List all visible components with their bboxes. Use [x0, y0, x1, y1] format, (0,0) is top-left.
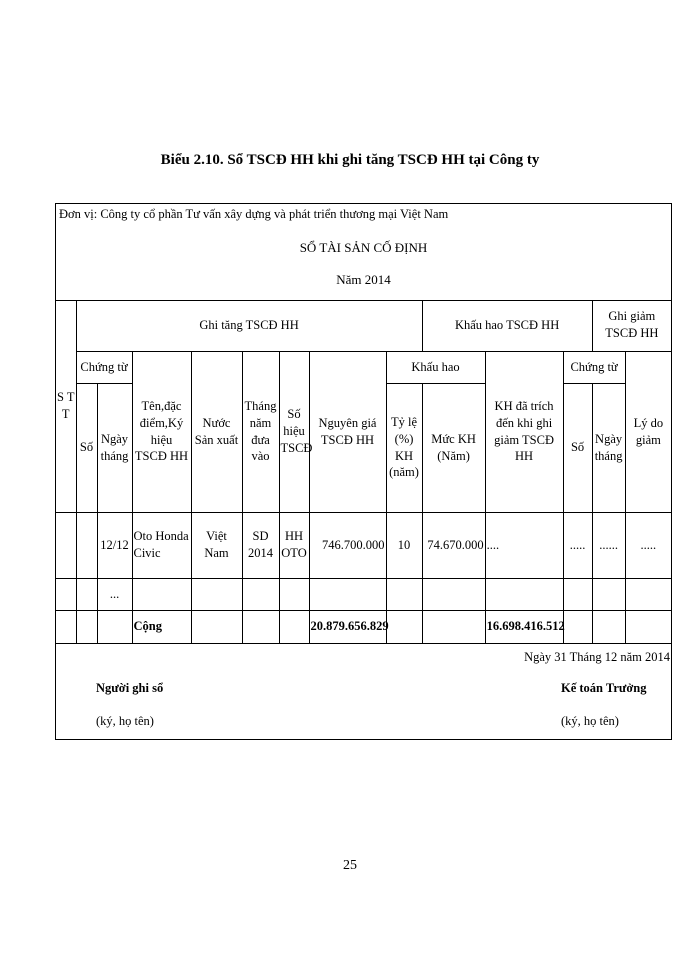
- left-signer-title: Người ghi sổ: [96, 681, 164, 695]
- cell-ngay-2: ......: [592, 512, 625, 578]
- cell-ten: Oto Honda Civic: [132, 512, 191, 578]
- signature-date: Ngày 31 Tháng 12 năm 2014: [524, 650, 670, 664]
- group-ghi-tang: Ghi tăng TSCĐ HH: [76, 300, 422, 351]
- signature-section: [56, 644, 671, 741]
- col-nuoc: Nước Sản xuất: [191, 351, 242, 512]
- col-thang-nam: Tháng năm đưa vào: [242, 351, 279, 512]
- left-signer-note: (ký, họ tên): [96, 714, 154, 728]
- khau-hao-header: Khấu hao: [386, 351, 485, 383]
- group-khau-hao: Khấu hao TSCĐ HH: [422, 300, 592, 351]
- book-title: SỔ TÀI SẢN CỐ ĐỊNH: [299, 240, 428, 255]
- asset-register-form: [55, 203, 672, 740]
- unit-name: Đơn vị: Công ty cổ phần Tư vấn xây dựng và phát triển thương mại Việt Nam: [59, 207, 449, 221]
- col-so-hieu: Số hiệu TSCĐ: [279, 351, 309, 512]
- cell-ly-do: .....: [625, 512, 671, 578]
- page-number: 25: [343, 858, 357, 873]
- cell-nguyen-gia: 746.700.000: [309, 512, 386, 578]
- page-caption: Biểu 2.10. Sổ TSCĐ HH khi ghi tăng TSCĐ HH tại Công ty: [160, 152, 540, 168]
- table-row: [56, 512, 671, 578]
- total-kh-da-trich: 16.698.416.512: [485, 610, 563, 643]
- cell-kh-da-trich: ....: [485, 512, 563, 578]
- total-nguyen-gia: 20.879.656.829: [309, 610, 386, 643]
- form-header: [56, 204, 671, 301]
- cell-so-hieu: HH OTO: [279, 512, 309, 578]
- col-ty-le: Tỷ lệ (%) KH (năm): [386, 383, 422, 512]
- right-signer-title: Kế toán Trưởng: [561, 681, 647, 695]
- right-signer-note: (ký, họ tên): [561, 714, 619, 728]
- cell-ty-le: 10: [386, 512, 422, 578]
- total-row: [56, 610, 671, 643]
- cell-so-2: .....: [563, 512, 592, 578]
- chung-tu-2-header: Chứng từ: [563, 351, 625, 383]
- col-ly-do: Lý do giảm: [625, 351, 671, 512]
- col-stt: S T T: [56, 300, 76, 512]
- cell-thang-nam: SD 2014: [242, 512, 279, 578]
- col-muc-kh: Mức KH (Năm): [422, 383, 485, 512]
- cell-ngay: ...: [97, 578, 132, 610]
- cell-nuoc: Việt Nam: [191, 512, 242, 578]
- col-nguyen-gia: Nguyên giá TSCĐ HH: [309, 351, 386, 512]
- col-kh-da-trich: KH đã trích đến khi ghi giảm TSCĐ HH: [485, 351, 563, 512]
- col-ngay-thang: Ngày tháng: [97, 383, 132, 512]
- col-so: Số: [76, 383, 97, 512]
- asset-table: [56, 300, 671, 644]
- chung-tu-header: Chứng từ: [76, 351, 132, 383]
- group-ghi-giam: Ghi giảm TSCĐ HH: [592, 300, 671, 351]
- table-row: [56, 578, 671, 610]
- book-year: Năm 2014: [336, 272, 391, 287]
- cell-ngay: 12/12: [97, 512, 132, 578]
- col-ten: Tên,đặc điểm,Ký hiệu TSCĐ HH: [132, 351, 191, 512]
- col-so-2: Số: [563, 383, 592, 512]
- total-label: Cộng: [132, 610, 191, 643]
- cell-muc-kh: 74.670.000: [422, 512, 485, 578]
- col-ngay-thang-2: Ngày tháng: [592, 383, 625, 512]
